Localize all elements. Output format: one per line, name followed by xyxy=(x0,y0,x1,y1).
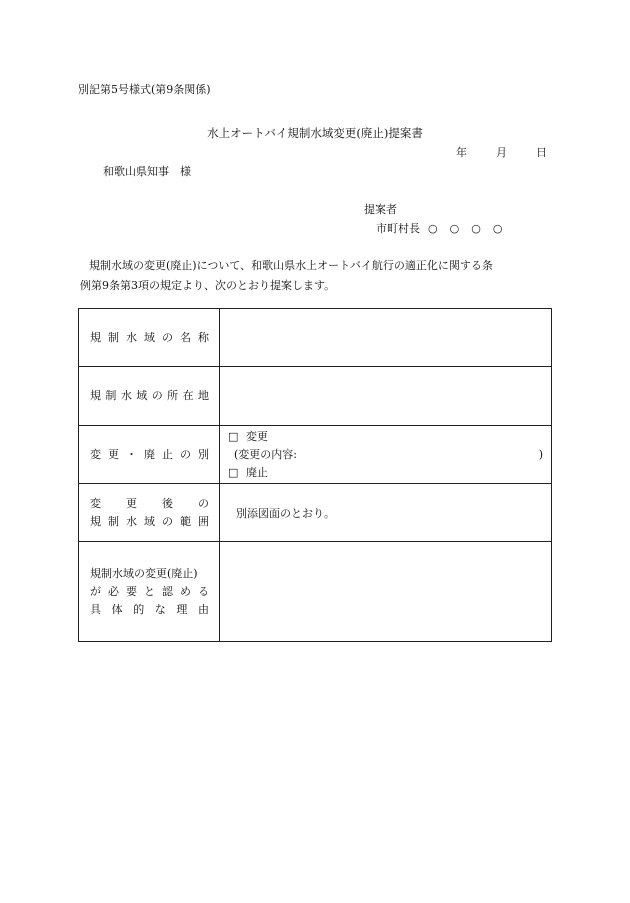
change-detail-line[interactable] xyxy=(228,446,551,464)
form-number-label: 別記第5号様式(第9条関係) xyxy=(78,83,211,96)
name-circle: ○ xyxy=(471,222,481,235)
table-row xyxy=(79,484,552,542)
row-label-cell xyxy=(79,367,220,426)
body-line-1: 規制水域の変更(廃止)について、和歌山県水上オートバイ航行の適正化に関する条 xyxy=(89,259,493,272)
change-or-abolish-field xyxy=(220,426,552,484)
option-abolish-label: 廃止 xyxy=(246,465,268,479)
water-area-name-field[interactable] xyxy=(220,309,552,367)
date-year: 年 xyxy=(456,146,467,159)
proposer-signature-line xyxy=(376,220,514,236)
changed-range-label-line-2: 規制水域の範囲 xyxy=(90,514,209,528)
table-row xyxy=(79,309,552,367)
date-month: 月 xyxy=(496,146,507,159)
name-circle: ○ xyxy=(428,222,438,235)
row-label-cell xyxy=(79,542,220,642)
body-line-2: 例第9条第3項の規定より、次のとおり提案します。 xyxy=(80,279,336,292)
option-change-label: 変更 xyxy=(246,429,268,443)
name-circle: ○ xyxy=(492,222,503,235)
document-title: 水上オートバイ規制水域変更(廃止)提案書 xyxy=(207,126,423,140)
checkbox-icon[interactable]: □ xyxy=(228,465,239,479)
table-row xyxy=(79,542,552,642)
option-abolish[interactable] xyxy=(228,464,551,482)
changed-range-field xyxy=(220,484,552,542)
reason-label-line-2: が必要と認める xyxy=(90,584,209,598)
table-row xyxy=(79,367,552,426)
water-area-location-field[interactable] xyxy=(220,367,552,426)
row-label-cell xyxy=(79,484,220,542)
changed-range-label-line-1: 変更後の xyxy=(90,496,209,510)
option-change[interactable] xyxy=(228,428,551,446)
reason-label-line-3: 具体的な理由 xyxy=(90,602,209,616)
change-or-abolish-label: 変更・廃止の別 xyxy=(90,447,209,461)
changed-range-value: 別添図面のとおり。 xyxy=(236,506,335,520)
date-day: 日 xyxy=(536,146,547,159)
proposer-label: 提案者 xyxy=(364,203,397,216)
row-label-cell xyxy=(79,309,220,367)
reason-field[interactable] xyxy=(220,542,552,642)
name-circle: ○ xyxy=(449,222,460,235)
table-row xyxy=(79,426,552,484)
proposer-name-placeholder xyxy=(428,222,514,235)
water-area-name-label: 規制水域の名称 xyxy=(90,330,209,344)
body-paragraph xyxy=(78,256,554,296)
change-detail-open: (変更の内容: xyxy=(234,447,297,461)
reason-label-line-1: 規制水域の変更(廃止) xyxy=(90,566,198,580)
proposer-role: 市町村長 xyxy=(376,222,420,235)
water-area-location-label: 規制水域の所在地 xyxy=(90,389,209,402)
checkbox-icon[interactable]: □ xyxy=(228,429,239,443)
proposal-form-table xyxy=(78,308,552,642)
addressee: 和歌山県知事 様 xyxy=(103,165,191,178)
date-line xyxy=(456,144,547,160)
change-detail-close: ) xyxy=(538,447,543,461)
row-label-cell xyxy=(79,426,220,484)
